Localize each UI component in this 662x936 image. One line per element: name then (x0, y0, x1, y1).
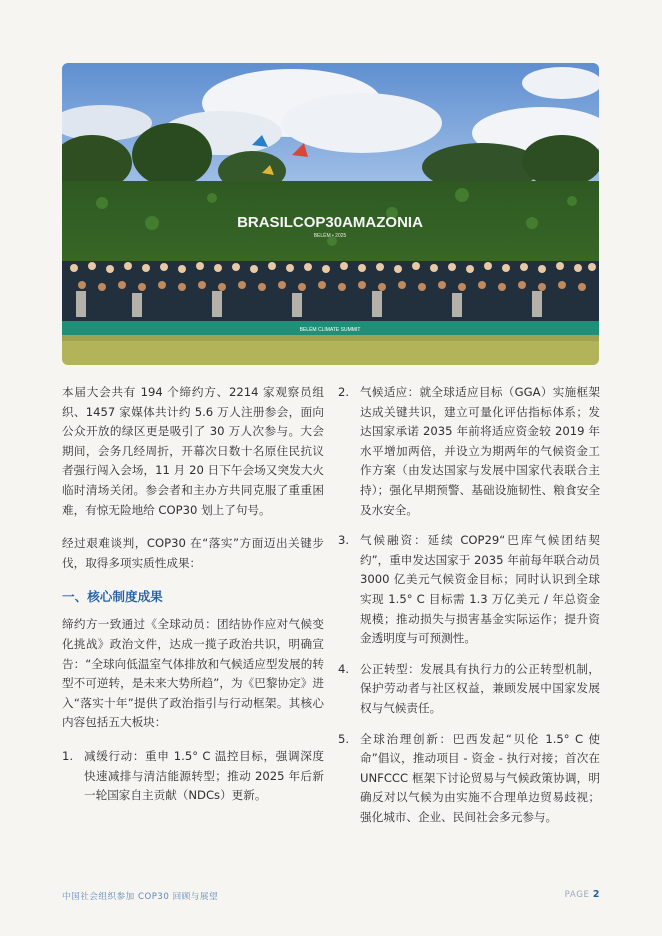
intro-paragraph: 本届大会共有 194 个缔约方、2214 家观察员组织、1457 家媒体共计约 5.6 万人注册参会，面向公众开放的绿区更是吸引了 30 万人次参与。大会期间，会务几经周折，开幕次日数十名原住民抗议者强行闯入会场，11 月 20 日下午会场又突发大火临时清场关闭。参会者和主办方共同克服了重重困难，有惊无险地给 COP30 划上了句号。 (62, 385, 324, 517)
list-item-number: 5. (338, 731, 350, 746)
footer-title: 中国社会组织参加 COP30 回顾与展望 (62, 892, 219, 902)
list-item-number: 1. (62, 748, 74, 763)
cover-photo (62, 63, 599, 365)
page-number-value: 2 (592, 889, 600, 900)
page-number (565, 889, 600, 900)
list-item-text: 气候适应：就全球适应目标（GGA）实施框架达成关键共识，建立可量化评估指标体系；发达国家承诺 2035 年前将适应资金较 2019 年水平增加两倍，并设立为期两年的气候资金工作方案（由发达国家与发展中国家代表联合主持）；强化早期预警、基础设施韧性、粮食安全及水安全。 (360, 385, 600, 517)
strip-text: BELÉM CLIMATE SUMMIT (299, 327, 361, 333)
left-column (62, 383, 324, 806)
banner-text: BRASILCOP30AMAZONIA (237, 214, 423, 231)
core-outcome-paragraph: 缔约方一致通过《全球动员：团结协作应对气候变化挑战》政治文件，达成一揽子政治共识，明确宣告：“全球向低温室气体排放和气候适应型发展的转型不可逆转，是未来大势所趋”，为《巴黎协定》进入“落实十年”提供了政治指引与行动框架。其核心内容包括五大板块： (62, 617, 324, 730)
list-item-text: 气候融资：延续 COP29“巴库气候团结契约”，重申发达国家于 2035 年前每年联合动员 3000 亿美元气候资金目标；同时认识到全球实现 1.5° C 目标需 1.3 万亿美元 / 年总资金规模；推动损失与损害基金实际运作；提升资金透明度与可预测性。 (360, 533, 600, 646)
list-item (62, 747, 324, 806)
list-item (338, 660, 600, 719)
list-item-number: 4. (338, 661, 350, 676)
group-photo-illustration (62, 63, 599, 365)
page-label: PAGE (564, 890, 590, 900)
list-item-text: 全球治理创新：巴西发起“贝伦 1.5° C 使命”倡议，推动项目 - 资金 - 执行对接；首次在 UNFCCC 框架下讨论贸易与气候政策协调，明确反对以气候为由实施不合理单边贸易歧视；强化城市、企业、民间社会多元参与。 (360, 731, 600, 824)
list-item (338, 730, 600, 828)
list-item-number: 2. (338, 385, 350, 399)
list-item (338, 383, 600, 520)
right-column (338, 383, 600, 838)
section-heading: 一、核心制度成果 (62, 589, 163, 605)
list-item-number: 3. (338, 533, 350, 548)
list-item (338, 531, 600, 649)
outcome-paragraph: 经过艰难谈判，COP30 在“落实”方面迈出关键步伐，取得多项实质性成果： (62, 536, 324, 570)
list-item-text: 减缓行动：重申 1.5° C 温控目标，强调深度快速减排与清洁能源转型；推动 2025 年后新一轮国家自主贡献（NDCs）更新。 (84, 748, 324, 803)
numbered-list-right (338, 383, 600, 827)
numbered-list-left (62, 747, 324, 806)
banner-subtext: BELÉM • 2025 (313, 233, 347, 239)
list-item-text: 公正转型：发展具有执行力的公正转型机制，保护劳动者与社区权益，兼顾发展中国家发展权与气候责任。 (360, 661, 600, 715)
